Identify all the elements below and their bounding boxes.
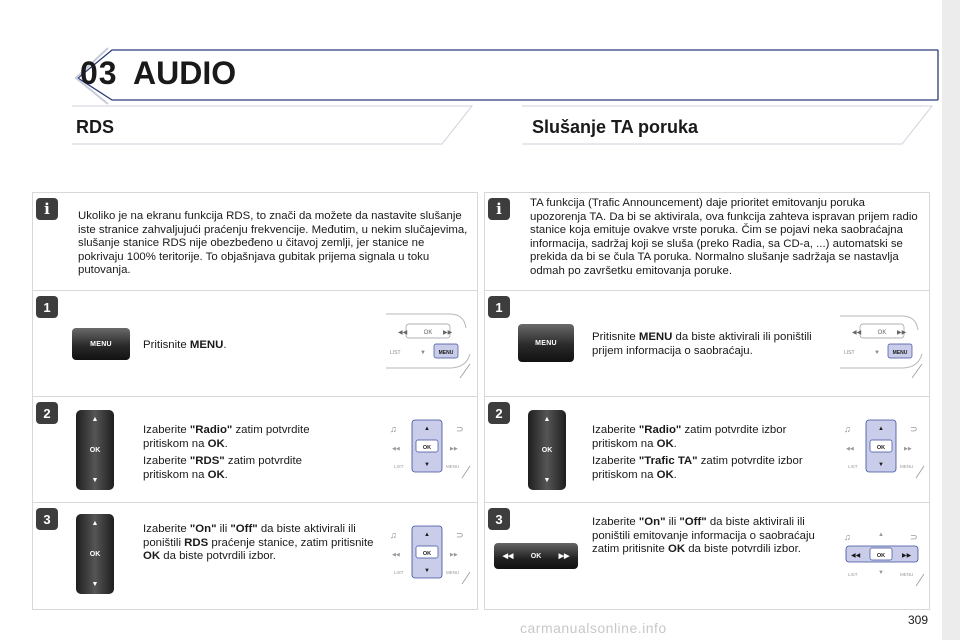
menu-button[interactable]: MENU (518, 324, 574, 362)
svg-text:MENU: MENU (446, 464, 460, 469)
svg-text:LIST: LIST (848, 572, 858, 577)
step-number-1: 1 (36, 296, 58, 318)
svg-text:♫: ♫ (390, 424, 397, 434)
left-step3-text: Izaberite "On" ili "Off" da biste aktivirali ili poništili RDS praćenje stanice, zatim pritisnite OK da biste potvrdili izbor. (143, 523, 374, 563)
svg-text:⊃: ⊃ (456, 530, 464, 540)
page-number: 309 (908, 613, 929, 627)
info-icon: i (488, 198, 510, 220)
svg-text:♫: ♫ (844, 532, 851, 542)
svg-text:▶▶: ▶▶ (450, 446, 458, 452)
svg-text:⊃: ⊃ (910, 424, 918, 434)
svg-text:▲: ▲ (878, 426, 884, 432)
steering-controls-ok-icon (384, 410, 472, 482)
svg-text:♫: ♫ (390, 530, 397, 540)
step-number-2: 2 (488, 402, 510, 424)
svg-text:LIST: LIST (394, 570, 404, 575)
steering-controls-ok-icon (384, 516, 472, 588)
svg-text:▲: ▲ (424, 426, 430, 432)
right-step3-text: Izaberite "On" ili "Off" da biste aktivirali ili poništili emitovanje informacija o saobraćaju zatim pritisnite OK da biste potvrdili izbor. (592, 516, 815, 556)
left-step2-text: Izaberite "Radio" zatim potvrdite pritiskom na OK. Izaberite "RDS" zatim potvrdite pritiskom na OK. (143, 424, 310, 481)
steering-controls-menu-icon (380, 294, 474, 384)
svg-text:▶▶: ▶▶ (450, 552, 458, 558)
svg-text:⊃: ⊃ (910, 532, 918, 542)
svg-text:LIST: LIST (848, 464, 858, 469)
steering-controls-seek-icon (838, 518, 926, 590)
right-section-title: Slušanje TA poruka (532, 117, 699, 137)
step-number-3: 3 (488, 508, 510, 530)
section-title-frames (32, 102, 942, 148)
svg-text:▼: ▼ (420, 350, 426, 356)
ok-rocker-button[interactable]: ▲ OK ▼ (76, 514, 114, 594)
svg-text:▼: ▼ (424, 462, 430, 468)
svg-text:OK: OK (422, 551, 432, 557)
ok-rocker-button[interactable]: ▲ OK ▼ (76, 410, 114, 490)
menu-button[interactable]: MENU (72, 328, 130, 360)
svg-text:▶▶: ▶▶ (897, 330, 907, 336)
svg-text:◀◀: ◀◀ (846, 446, 854, 452)
svg-text:▼: ▼ (878, 570, 884, 576)
info-icon: i (36, 198, 58, 220)
svg-text:◀◀: ◀◀ (392, 552, 400, 558)
seek-ok-rocker-button[interactable]: ◀◀ OK ▶▶ (494, 543, 578, 569)
right-step2-text: Izaberite "Radio" zatim potvrdite izbor pritiskom na OK. Izaberite "Trafic TA" zatim potvrdite izbor pritiskom na OK. (592, 424, 803, 481)
svg-text:◀◀: ◀◀ (852, 330, 862, 336)
svg-text:MENU: MENU (900, 464, 914, 469)
svg-text:OK: OK (423, 330, 433, 336)
steering-controls-ok-icon (838, 410, 926, 482)
steering-controls-menu-icon (834, 298, 926, 384)
svg-text:MENU: MENU (438, 350, 454, 356)
svg-text:OK: OK (877, 330, 887, 336)
chapter-number: 03 (80, 55, 118, 91)
svg-text:◀◀: ◀◀ (398, 330, 408, 336)
svg-text:▶▶: ▶▶ (443, 330, 453, 336)
step-number-1: 1 (488, 296, 510, 318)
svg-text:⊃: ⊃ (456, 424, 464, 434)
right-step1-text: Pritisnite MENU da biste aktivirali ili poništili prijem informacija o saobraćaju. (592, 331, 812, 357)
svg-text:OK: OK (876, 445, 886, 451)
svg-text:▼: ▼ (874, 350, 880, 356)
svg-text:▶▶: ▶▶ (904, 446, 912, 452)
svg-text:▲: ▲ (424, 532, 430, 538)
svg-text:OK: OK (422, 445, 432, 451)
svg-text:▶▶: ▶▶ (902, 553, 912, 559)
left-step1-text: Pritisnite MENU. (143, 339, 227, 351)
svg-text:MENU: MENU (892, 350, 908, 356)
watermark: carmanualsonline.info (520, 620, 667, 636)
svg-text:▲: ▲ (878, 532, 884, 538)
svg-text:LIST: LIST (844, 350, 855, 356)
ok-rocker-button[interactable]: ▲ OK ▼ (528, 410, 566, 490)
svg-text:▼: ▼ (424, 568, 430, 574)
svg-text:OK: OK (876, 553, 886, 559)
step-number-3: 3 (36, 508, 58, 530)
svg-text:◀◀: ◀◀ (851, 553, 861, 559)
page-edge-strip (942, 0, 960, 640)
left-section-title: RDS (76, 117, 115, 137)
svg-text:LIST: LIST (390, 350, 401, 356)
svg-text:LIST: LIST (394, 464, 404, 469)
svg-text:▼: ▼ (878, 462, 884, 468)
step-number-2: 2 (36, 402, 58, 424)
svg-text:MENU: MENU (900, 572, 914, 577)
svg-text:◀◀: ◀◀ (392, 446, 400, 452)
chapter-title: AUDIO (133, 55, 237, 91)
right-info-text: TA funkcija (Trafic Announcement) daje prioritet emitovanju poruka upozorenja TA. Da bi se aktivirala, ova funkcija zahteva ispravan prijem radio stanice koja emituje ovakve vrste poruka. Čim se pojavi neka saobraćajna informacija, sadržaj koji se sluša (preko Radia, sa CD-a, ...) automatski se prekida da bi se čula TA poruka. Normalno slušanje sadržaja se nastavlja odmah po završetku emitovanja poruke. (530, 197, 918, 277)
svg-text:MENU: MENU (446, 570, 460, 575)
svg-text:♫: ♫ (844, 424, 851, 434)
left-info-text: Ukoliko je na ekranu funkcija RDS, to znači da možete da nastavite slušanje iste stranice zahvaljujući praćenju frekvencije. Međutim, u nekim slučajevima, slušanje stanice RDS nije obezbeđeno u čitavoj zemlji, jer stanice ne pokrivaju 100% teritorije. To objašnjava gubitak prijema signala u toku putovanja. (78, 210, 468, 277)
